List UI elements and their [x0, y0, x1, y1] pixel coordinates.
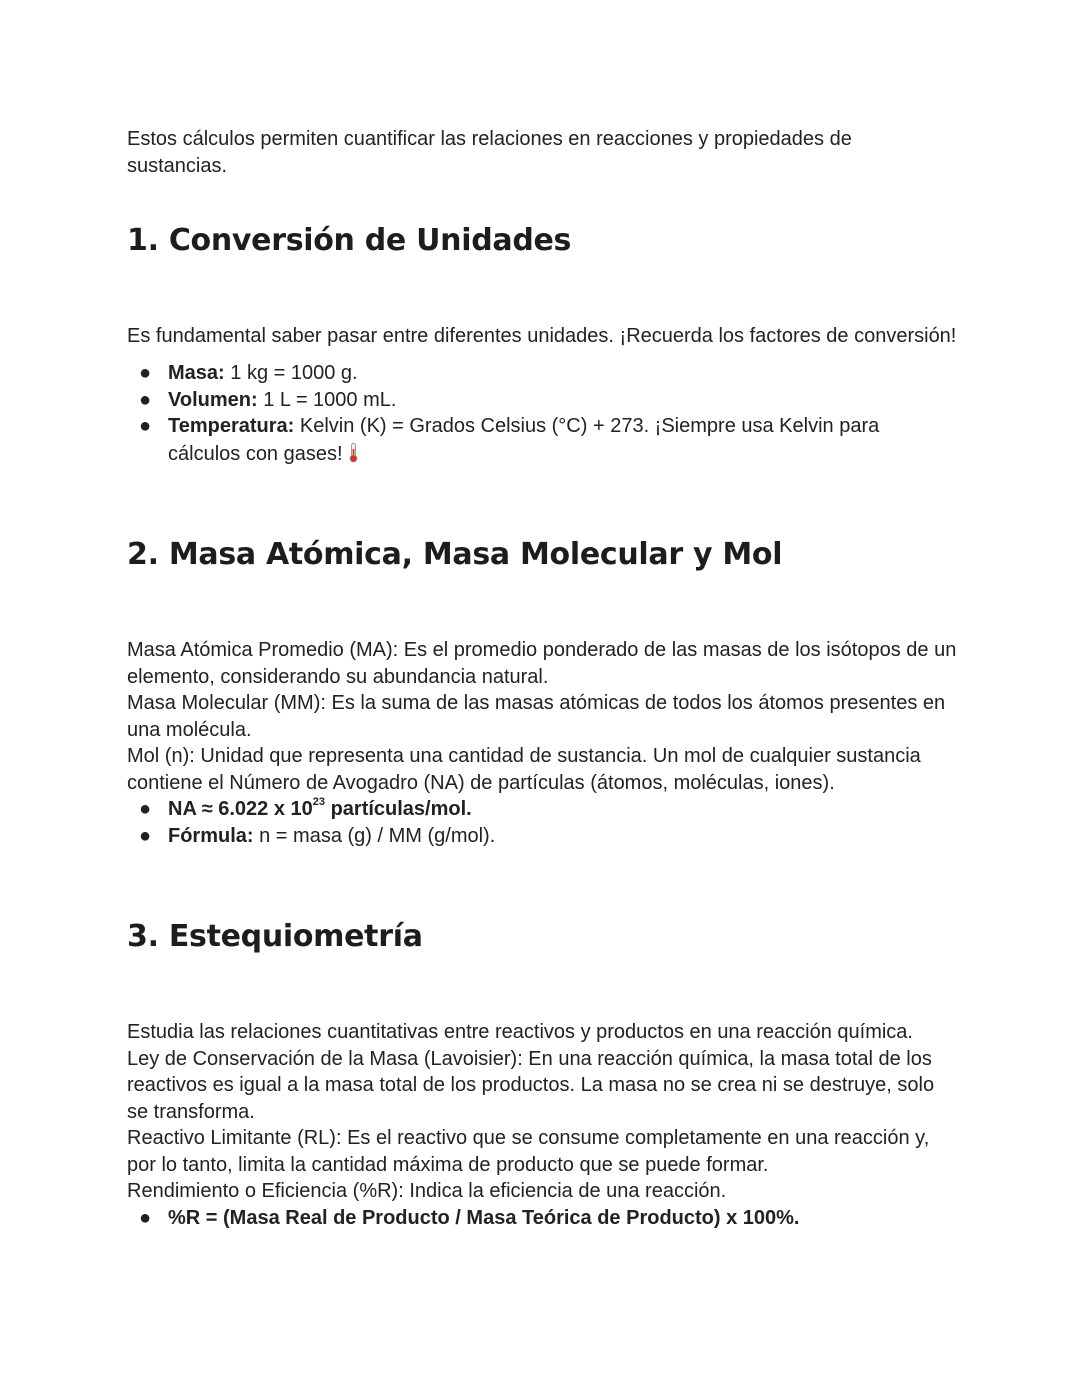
item-text: 1 L = 1000 mL.: [257, 388, 397, 411]
list-item-formula: [127, 823, 957, 850]
section1-heading: 1. Conversión de Unidades: [127, 223, 572, 258]
avogadro-prefix: NA ≈ 6.022 x 10: [168, 798, 313, 820]
paragraph-masa-molecular: Masa Molecular (MM): Es la suma de las masas atómicas de todos los átomos presentes en una molécula.: [127, 692, 946, 741]
section2-body: [127, 637, 957, 849]
paragraph-estudia: Estudia las relaciones cuantitativas entre reactivos y productos en una reacción química.: [127, 1021, 913, 1043]
item-label: Volumen:: [168, 388, 258, 411]
item-label: Fórmula:: [168, 824, 254, 847]
thermometer-icon: [349, 443, 358, 463]
bullet: ●: [139, 388, 152, 411]
bullet: ●: [139, 415, 152, 437]
section3-body: [127, 1019, 957, 1231]
item-text: Kelvin (K) = Grados Celsius (°C) + 273. ¡Siempre usa Kelvin para cálculos con gases!: [168, 415, 880, 465]
paragraph-masa-atomica: Masa Atómica Promedio (MA): Es el promedio ponderado de las masas de los isótopos de un elemento, considerando su abundancia natural.: [127, 639, 957, 688]
bullet: ●: [139, 824, 152, 847]
item-text: 1 kg = 1000 g.: [224, 362, 358, 384]
list-item-rendimiento-formula: [127, 1205, 957, 1232]
item-label: Temperatura:: [168, 415, 295, 437]
section2-list: [127, 796, 957, 849]
section1-paragraph: Es fundamental saber pasar entre diferentes unidades. ¡Recuerda los factores de conversión!: [127, 325, 957, 347]
avogadro-exponent: 23: [312, 796, 326, 809]
paragraph-mol: Mol (n): Unidad que representa una cantidad de sustancia. Un mol de cualquier sustancia contiene el Número de Avogadro (NA) de partículas (átomos, moléculas, iones).: [127, 745, 921, 794]
bullet: ●: [139, 1206, 152, 1229]
section3-heading: 3. Estequiometría: [127, 919, 423, 954]
paragraph-reactivo-limitante: Reactivo Limitante (RL): Es el reactivo que se consume completamente en una reacción y, por lo tanto, limita la cantidad máxima de producto que se puede formar.: [127, 1127, 930, 1176]
bullet: ●: [139, 798, 152, 820]
item-text: n = masa (g) / MM (g/mol).: [253, 824, 496, 847]
intro-paragraph: Estos cálculos permiten cuantificar las relaciones en reacciones y propiedades de sustancias.: [127, 128, 852, 177]
list-item-avogadro: [127, 796, 957, 823]
avogadro-suffix: partículas/mol.: [325, 798, 472, 820]
rendimiento-formula: %R = (Masa Real de Producto / Masa Teórica de Producto) x 100%.: [168, 1206, 800, 1229]
section3-list: [127, 1205, 957, 1232]
section2-heading: 2. Masa Atómica, Masa Molecular y Mol: [127, 537, 783, 572]
item-label: Masa:: [168, 362, 225, 384]
paragraph-lavoisier: Ley de Conservación de la Masa (Lavoisier): En una reacción química, la masa total de los reactivos es igual a la masa total de los productos. La masa no se crea ni se destruye, solo se transforma.: [127, 1047, 935, 1123]
avogadro-formula: [168, 798, 472, 820]
section1-list: [127, 360, 957, 467]
list-item-temperatura: [127, 413, 957, 467]
bullet: ●: [139, 362, 152, 384]
list-item-volumen: [127, 387, 957, 414]
list-item-masa: [127, 360, 957, 387]
paragraph-rendimiento: Rendimiento o Eficiencia (%R): Indica la eficiencia de una reacción.: [127, 1180, 727, 1202]
